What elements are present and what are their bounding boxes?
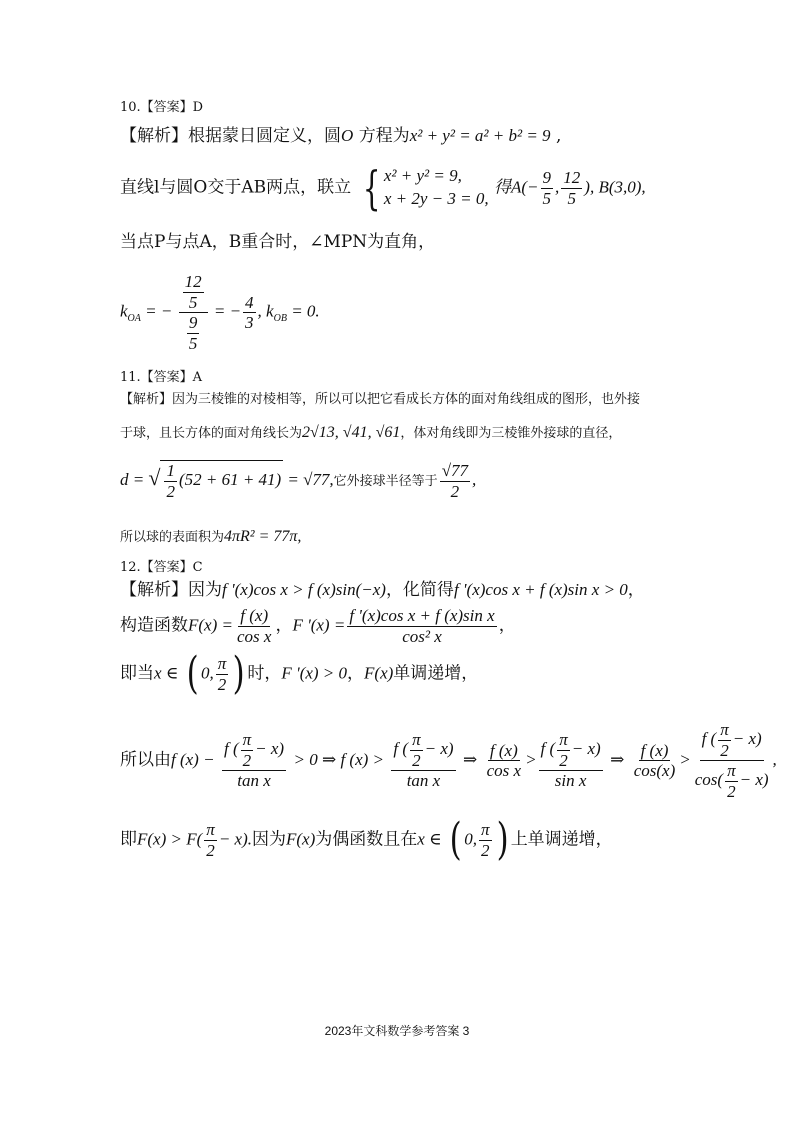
q12-line4: 所以由f (x) − f ( $\frac{\pi}{2}$ − x) tan x > 0 ⇒ f (x) > f ( $\frac{\pi}{2}$ − x) tan x ⇒ $\frac{f (x)}{\text{cos x}}$ > f ( $\frac{\pi}{2}$ − x) sin x ⇒ $\frac{f (x)}{\cos(x)}$ > f ( $\frac{\pi}{2}$ − x) cos( $\frac{\pi}{2}$ − x) , <box>120 720 777 801</box>
q11-area: 所以球的表面积为4πR² = 77π, <box>120 528 302 545</box>
circle-o: O <box>341 126 354 145</box>
q12-line3: 即当x ∈ ( 0, $\frac{\pi}{2}$ ) 时，F '(x) > 0，F(x)单调递增， <box>120 648 479 699</box>
q10-line1-text2: 方程为 <box>358 126 410 146</box>
sphere-area: 4πR² = 77π, <box>224 528 302 545</box>
equation-system <box>384 165 489 211</box>
sys-eq1: x² + y² = 9, <box>383 166 462 186</box>
q12-header: 12.【答案】C <box>120 560 203 575</box>
compound-frac: $\frac{\frac{12}{5}}{\frac{9}{5}}$ <box>179 272 208 353</box>
sys-eq2: x + 2y − 3 = 0, <box>383 189 489 208</box>
point-b: ), B(3,0), <box>584 177 646 197</box>
page-footer: 2023年文科数学参考答案 3 <box>324 1024 470 1038</box>
q11-header: 11.【答案】A <box>120 370 203 385</box>
q10-line2: 直线l与圆O交于AB两点，联立 { x² + y² = 9, x + 2y − 3 = 0, 得A(− $\frac{9}{5}$ , $\frac{12}{5}$ ), B(3,0), <box>120 161 646 215</box>
jiexi-label: 【解析】 <box>120 126 188 146</box>
frac-12-5: $\frac{12}{5}$ <box>563 167 581 208</box>
q11-diameter: d = √ $\frac{1}{2}$ (52 + 61 + 41) = √77,它外接球半径等于 $\frac{√77}{2}$ , <box>120 461 477 501</box>
q12-line5: 即F(x) > F( $\frac{\pi}{2}$ − x).因为F(x)为偶函数且在x ∈ ( 0, $\frac{\pi}{2}$ ) 上单调递增， <box>120 814 613 865</box>
q10-header: 10.【答案】D <box>120 100 204 115</box>
q10-line1: 【解析】根据蒙日圆定义，圆O 方程为x² + y² = a² + b² = 9 , <box>120 126 562 146</box>
frac-9-5: $\frac{9}{5}$ <box>542 167 552 208</box>
q11-line2: 于球，且长方体的面对角线长为2√13, √41, √61，体对角线即为三棱锥外接球的直径， <box>120 424 622 441</box>
point-a-label: 得A(− <box>494 177 539 197</box>
q10-line1-text: 根据蒙日圆定义，圆 <box>188 126 341 146</box>
q11-line1: 【解析】因为三棱锥的对棱相等，所以可以把它看成长方体的面对角线组成的图形，也外接 <box>120 392 641 407</box>
q12-line1: 【解析】因为f '(x)cos x > f (x)sin(−x)，化简得f '(x)cos x + f (x)sin x > 0， <box>120 580 645 600</box>
q10-line2-text: 直线l与圆O交于AB两点，联立 <box>120 177 352 198</box>
slope-equation: $k_{OA}$ = − $\frac{\frac{12}{5}}{\frac{9}{5}}$ = − $\frac{4}{3}$ , $k_{OB} = 0$. <box>120 272 320 353</box>
q10-line3: 当点P与点A，B重合时，∠MPN为直角， <box>120 232 436 252</box>
frac-f-tan: f ( $\frac{\pi}{2}$ − x) tan x <box>223 730 285 791</box>
circle-equation: x² + y² = a² + b² = 9 <box>409 126 551 145</box>
diagonal-lengths: 2√13, √41, √61 <box>302 424 401 441</box>
q12-line2: 构造函数F(x) = $\frac{f (x)}{\text{cos x}}$ ，F '(x) = $\frac{\text{f '(x)cos x + f (x)sin x}}{\text{cos² x}}$ ， <box>120 606 516 646</box>
